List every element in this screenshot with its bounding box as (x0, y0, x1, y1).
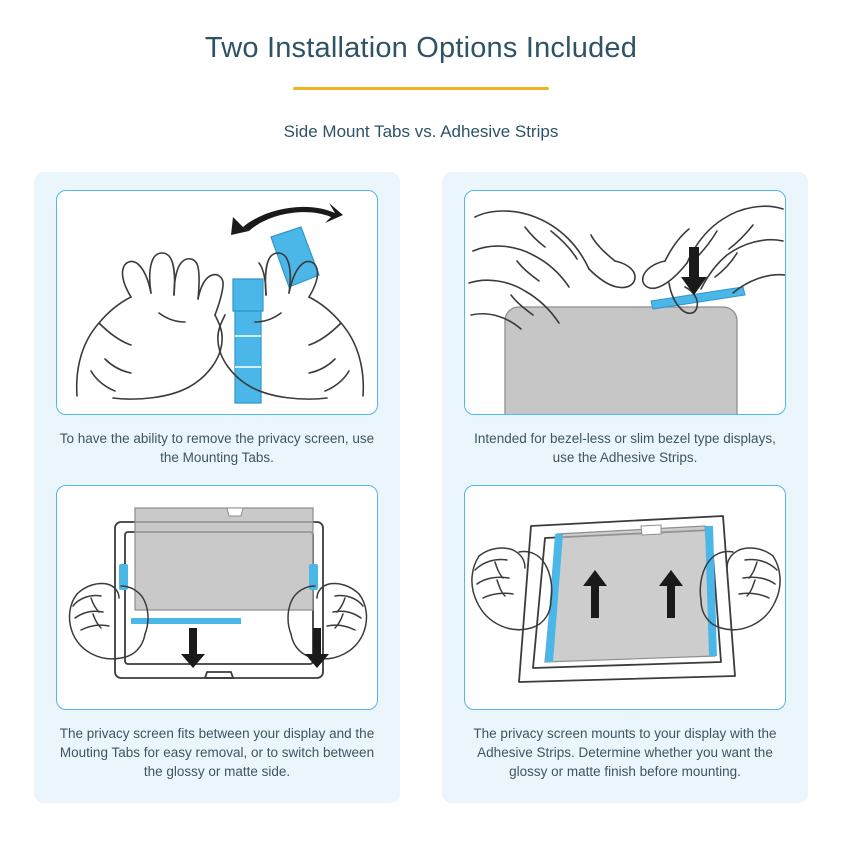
illustration-screen-mounted-adhesive (464, 485, 786, 710)
panels-grid (0, 172, 842, 803)
page-subtitle: Side Mount Tabs vs. Adhesive Strips (283, 122, 559, 141)
caption-mounting-tabs: To have the ability to remove the privacy screen, use the Mounting Tabs. (59, 431, 375, 465)
illustration-pressing-adhesive-strip (464, 190, 786, 415)
illustration-screen-into-mounting-tabs (56, 485, 378, 710)
illustration-hands-bending-mounting-tab (56, 190, 378, 415)
column-side-mount-tabs (34, 172, 400, 803)
column-adhesive-strips (442, 172, 808, 803)
page-title: Two Installation Options Included (204, 32, 638, 64)
caption-screen-mounts-adhesive: The privacy screen mounts to your display with the Adhesive Strips. Determine whether you want the glossy or matte finish before mounting. (473, 726, 777, 779)
caption-adhesive-strips: Intended for bezel-less or slim bezel type displays, use the Adhesive Strips. (474, 431, 776, 465)
caption-screen-fits-between: The privacy screen fits between your display and the Mouting Tabs for easy removal, or to switch between the glossy or matte side. (59, 726, 375, 779)
title-underline-rule (293, 87, 549, 90)
